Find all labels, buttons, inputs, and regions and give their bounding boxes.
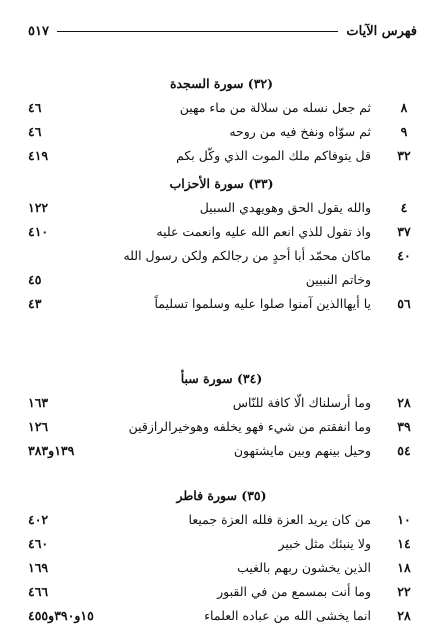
- verse-number: ٨: [400, 100, 408, 115]
- verse-number: ٤: [400, 200, 408, 215]
- verse-number: ٩: [400, 124, 408, 139]
- verse-number: ٢٢: [397, 584, 411, 599]
- surah-section: [28, 369, 415, 463]
- verse-number: ٢٨: [397, 395, 411, 410]
- page-reference: ٤٠٢: [28, 512, 49, 527]
- page-reference: ١٦٩: [28, 560, 49, 575]
- verse-text: ثم جعل نسله من سلالة من ماء مهين: [179, 100, 371, 115]
- verse-number: ٣٢: [397, 148, 411, 163]
- verse-row: [28, 144, 415, 168]
- verse-row: [28, 96, 415, 120]
- verse-text: وما أرسلناك الّا كافة للنّاس: [232, 395, 371, 410]
- page-reference: ٤٦٦: [28, 584, 49, 599]
- verse-row: [28, 439, 415, 463]
- verse-row: [28, 196, 415, 220]
- verse-number: ١٤: [397, 536, 411, 551]
- page-reference: ٤٣: [28, 296, 42, 311]
- verse-text: وما انفقتم من شيء فهو يخلفه وهوخيرالرازقين: [128, 419, 371, 434]
- page-reference: ١٣٩و٣٨٣: [28, 443, 75, 458]
- surah-title: (٣٥) سورة فاطر: [176, 488, 267, 503]
- verse-row: [28, 415, 415, 439]
- verse-text: ماكان محمّد أبا أحدٍ من رجالكم ولكن رسول الله: [123, 248, 371, 263]
- verse-row: [28, 268, 415, 292]
- verse-row: [28, 556, 415, 580]
- verse-text: من كان يريد العزة فلله العزة جميعا: [188, 512, 371, 527]
- verse-text: والله يقول الحق وهويهدي السبيل: [199, 200, 371, 215]
- surah-title: (٣٢) سورة السجدة: [169, 76, 274, 91]
- header-title: فهرس الآيات: [346, 23, 417, 39]
- verse-row: [28, 391, 415, 415]
- verse-row: [28, 244, 415, 268]
- verse-text: يا أيهاالذين آمنوا صلوا عليه وسلموا تسليماً: [154, 296, 371, 311]
- surah-title: (٣٣) سورة الأحزاب: [169, 176, 274, 191]
- page-number: ٥١٧: [28, 23, 49, 39]
- page-reference: ١٢٢: [28, 200, 49, 215]
- surah-section: [28, 74, 415, 168]
- verse-text: واذ تقول للذي انعم الله عليه وانعمت عليه: [156, 224, 371, 239]
- verse-row: [28, 604, 415, 628]
- verse-text: انما يخشى الله من عباده العلماء: [204, 608, 371, 623]
- verse-number: ١٨: [397, 560, 411, 575]
- verse-row: [28, 508, 415, 532]
- verse-text: قل يتوفاكم ملك الموت الذي وكّل بكم: [176, 148, 371, 163]
- verse-text: ولا ينبئك مثل خبير: [278, 536, 371, 551]
- verse-text: وما أنت بمسمع من في القبور: [217, 584, 371, 599]
- verse-number: ٤٠: [397, 248, 411, 263]
- page-reference: ٤٦: [28, 100, 42, 115]
- verse-row: [28, 580, 415, 604]
- verse-row: [28, 532, 415, 556]
- surah-section: [28, 174, 415, 316]
- page-reference: ٤١٩: [28, 148, 49, 163]
- verse-text: ثم سوّاه ونفخ فيه من روحه: [229, 124, 371, 139]
- header-rule: [57, 31, 338, 32]
- verse-row: [28, 220, 415, 244]
- page-reference: ١٢٦: [28, 419, 49, 434]
- verse-text: وحيل بينهم وبين مايشتهون: [233, 443, 371, 458]
- page-reference: ١٦٣: [28, 395, 49, 410]
- running-header: [28, 20, 417, 42]
- verse-number: ٥٤: [397, 443, 411, 458]
- page-reference: ٤٦: [28, 124, 42, 139]
- surah-title: (٣٤) سورة سبأ: [180, 371, 263, 386]
- verse-number: ١٠: [397, 512, 411, 527]
- surah-section: [28, 486, 415, 628]
- verse-row: [28, 292, 415, 316]
- verse-text: الذين يخشون ربهم بالغيب: [237, 560, 371, 575]
- page-reference: ٤١٠: [28, 224, 49, 239]
- page-reference: ٤٦٠: [28, 536, 49, 551]
- verse-number: ٣٩: [397, 419, 411, 434]
- verse-number: ٢٨: [397, 608, 411, 623]
- verse-text: وخاتم النبيين: [305, 272, 371, 287]
- page-reference: ١٥و٣٩٠و٤٥٥: [28, 608, 94, 623]
- verse-number: ٥٦: [397, 296, 411, 311]
- page-reference: ٤٥: [28, 272, 42, 287]
- verse-row: [28, 120, 415, 144]
- verse-number: ٣٧: [397, 224, 411, 239]
